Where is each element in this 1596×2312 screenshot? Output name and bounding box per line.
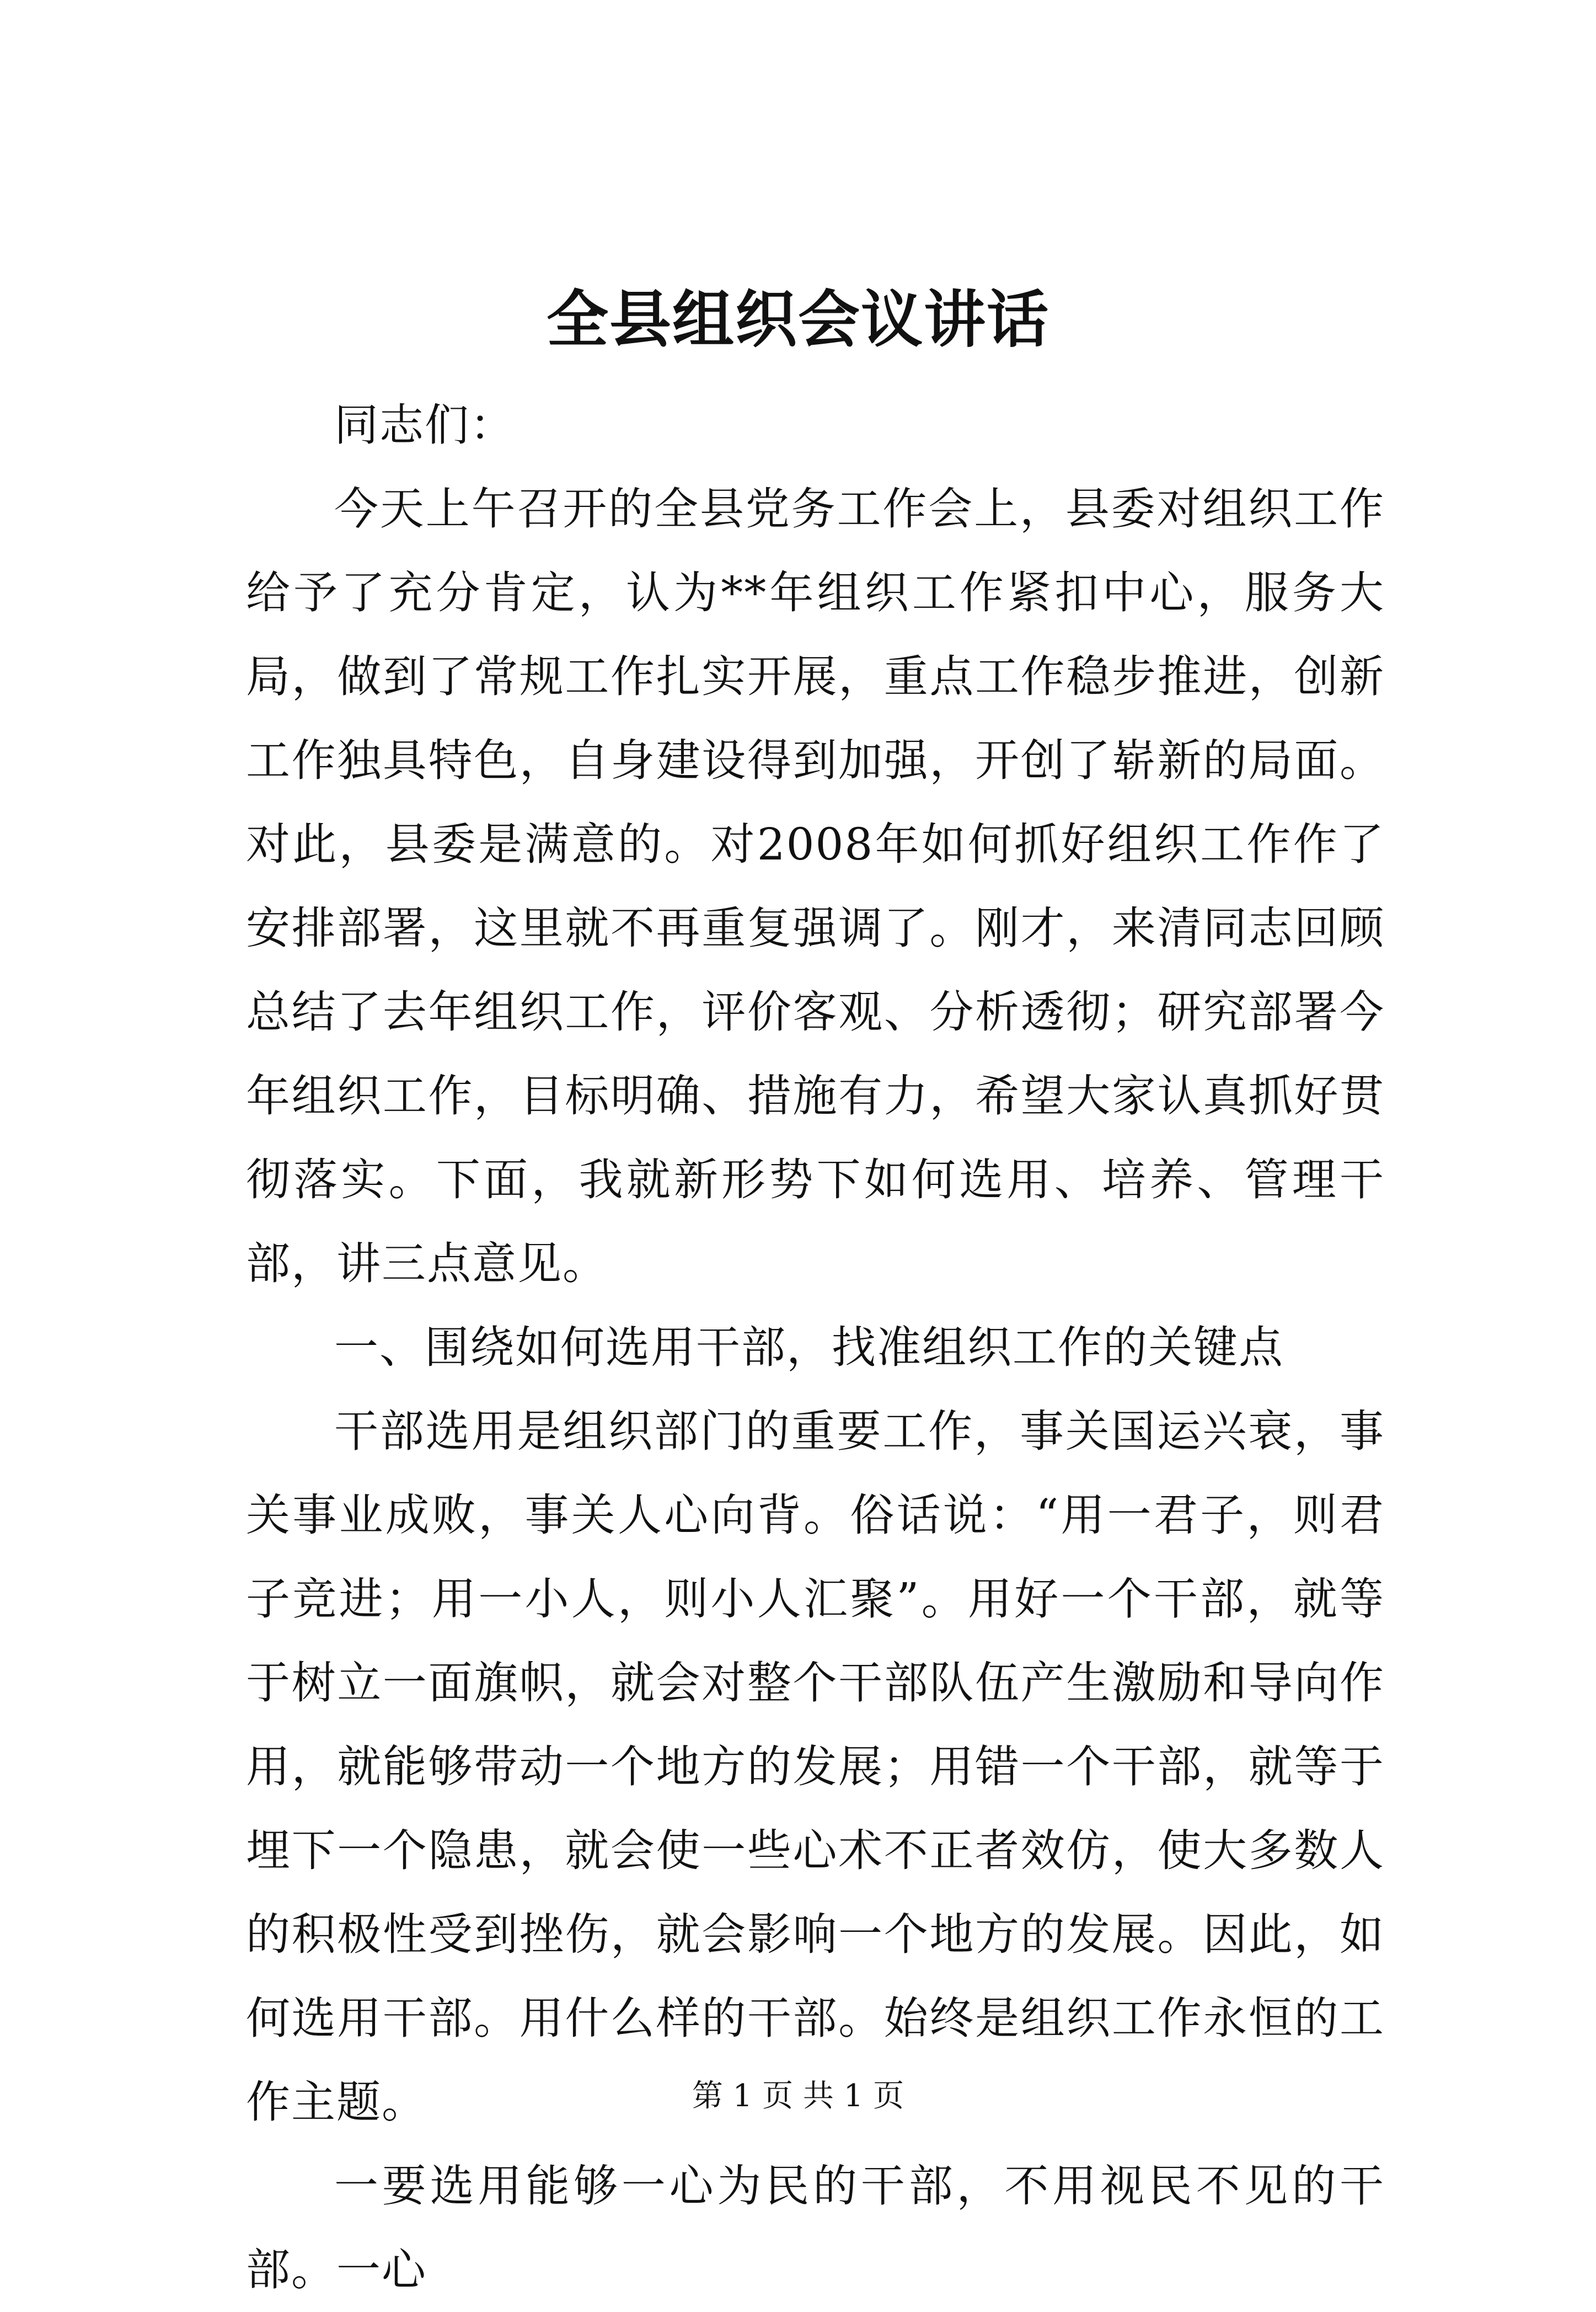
- document-title: 全县组织会议讲话: [547, 284, 1049, 356]
- section-heading: 一、围绕如何选用干部，找准组织工作的关键点: [334, 1322, 1284, 1373]
- page-footer: 第 1 页 共 1 页: [692, 2078, 904, 2114]
- body-paragraph: 干部选用是组织部门的重要工作，事关国运兴衰，事关事业成败，事关人心向背。俗话说：“用一君子，则君子竞进；用一小人，则小人汇聚”。用好一个干部，就等于树立一面旗帜，就会对整个干部队伍产生激励和导向作用，就能够带动一个地方的发展；用错一个干部，就等于埋下一个隐患，就会使一些心术不正者效仿，使大多数人的积极性受到挫伤，就会影响一个地方的发展。因此，如何选用干部。用什么样的干部。始终是组织工作永恒的工作主题。: [246, 1406, 1385, 2128]
- body-paragraph: 一要选用能够一心为民的干部，不用视民不见的干部。一心: [246, 2160, 1385, 2295]
- salutation-paragraph: 同志们：: [334, 399, 515, 451]
- body-paragraph: 今天上午召开的全县党务工作会上，县委对组织工作给予了充分肯定，认为**年组织工作紧扣中心，服务大局，做到了常规工作扎实开展，重点工作稳步推进，创新工作独具特色，自身建设得到加强，开创了崭新的局面。对此，县委是满意的。对2008年如何抓好组织工作作了安排部署，这里就不再重复强调了。刚才，来清同志回顾总结了去年组织工作，评价客观、分析透彻；研究部署今年组织工作，目标明确、措施有力，希望大家认真抓好贯彻落实。下面，我就新形势下如何选用、培养、管理干部，讲三点意见。: [246, 483, 1385, 1289]
- document-body: [246, 383, 1385, 2312]
